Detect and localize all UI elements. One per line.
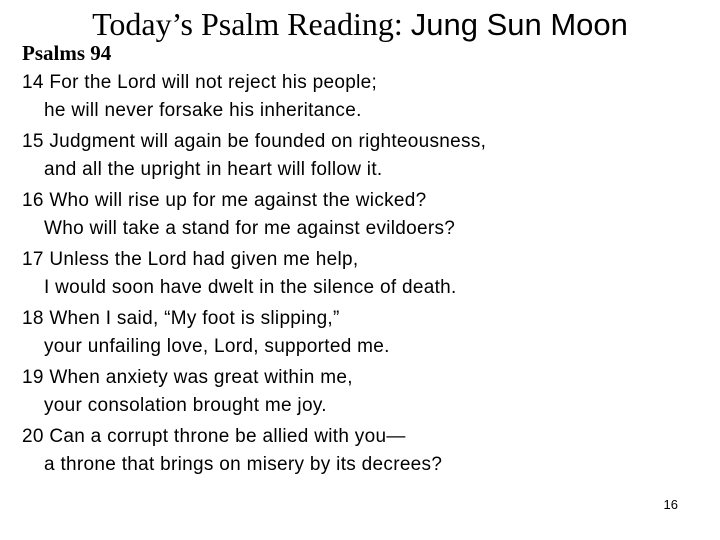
verse-line-continuation: a throne that brings on misery by its decrees?	[44, 454, 443, 475]
slide-title-main: Today’s Psalm Reading:	[92, 6, 411, 42]
verse-line: 20 Can a corrupt throne be allied with you—	[22, 426, 406, 447]
verse-16	[22, 187, 702, 243]
verse-line: 15 Judgment will again be founded on righteousness,	[22, 131, 487, 152]
verse-line-continuation: and all the upright in heart will follow it.	[44, 159, 383, 180]
page-number: 16	[663, 497, 678, 512]
verse-line-continuation: I would soon have dwelt in the silence of death.	[44, 277, 457, 298]
verse-line-continuation: he will never forsake his inheritance.	[44, 100, 362, 121]
verse-15	[22, 128, 702, 184]
verse-19	[22, 364, 702, 420]
verse-14	[22, 69, 702, 125]
verse-line: 19 When anxiety was great within me,	[22, 367, 353, 388]
verse-line-continuation: your consolation brought me joy.	[44, 395, 327, 416]
verse-line: 14 For the Lord will not reject his people;	[22, 72, 378, 93]
verse-18	[22, 305, 702, 361]
verse-line: 16 Who will rise up for me against the wicked?	[22, 190, 427, 211]
verse-line: 17 Unless the Lord had given me help,	[22, 249, 359, 270]
verse-line-continuation: your unfailing love, Lord, supported me.	[44, 336, 390, 357]
passage-heading: Psalms 94	[22, 41, 112, 65]
verse-list	[22, 69, 702, 482]
verse-17	[22, 246, 702, 302]
verse-line-continuation: Who will take a stand for me against evildoers?	[44, 218, 456, 239]
verse-line: 18 When I said, “My foot is slipping,”	[22, 308, 340, 329]
slide-title-name: Jung Sun Moon	[410, 7, 628, 42]
verse-20	[22, 423, 702, 479]
